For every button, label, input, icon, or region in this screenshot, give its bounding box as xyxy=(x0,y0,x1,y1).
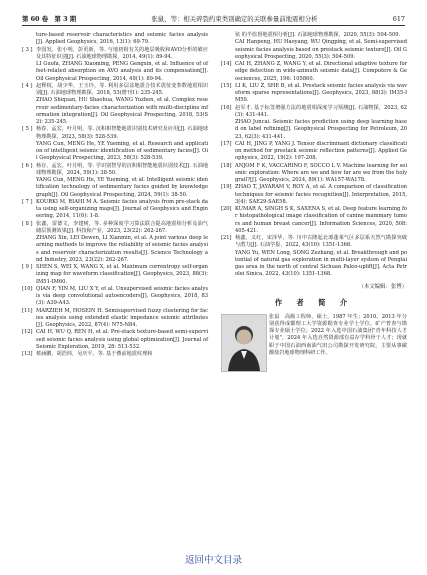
reference-text: ZHANG Xin, LEI Dewen, LI Xianmin, et al. A joint various deep learning methods to improve the reliability of seismic facies analysis and reservoir characterization results[J]. Science Technology and Industry, 2023, 23(22): 262-267. xyxy=(36,235,208,263)
reference-entry xyxy=(22,235,208,264)
reference-entry xyxy=(221,141,407,163)
reference-entry xyxy=(22,47,208,62)
reference-number: [14] xyxy=(221,61,232,67)
reference-number: [ 7 ] xyxy=(22,198,33,205)
journal-volume: 第 60 卷 第 3 期 xyxy=(22,15,77,23)
reference-text: KUMAR A, SINGH S K, SAXENA S, et al. Deep feature learning for histopathological image classification of canine mammary tumors and human breast cancer[J]. Information Sciences, 2020, 508: 405-421. xyxy=(235,206,407,234)
reference-entry xyxy=(221,119,407,141)
page-number: 617 xyxy=(392,15,405,23)
reference-text: 赵军才. 基于标签增强方法的地震相深度学习预测[J]. 石油物探，2023, 62(3): 431-441. xyxy=(235,104,407,118)
reference-entry xyxy=(221,83,407,105)
running-title: 张鼠，等：相关碎裂约束类别确定的关联参量前地震相分析 xyxy=(151,15,318,23)
reference-text: ANJOM F K, VACCARINO F, SOCCO L V. Machine learning for seismic exploration: Where are we and how far are we from the holy grail?[J]. Geophysics, 2024, 89(1): WA157-WA178. xyxy=(235,162,407,183)
right-column xyxy=(221,32,407,424)
reference-text: ture-based reservoir characteristics and seismic facies analysis[J]. Applied Geophysics, 2016, 13(1): 69-79. xyxy=(36,32,208,46)
reference-text: YANG Cun, MENG He, YE Yueming, et al. Research and application of intelligent seismic identification of sedimentary facies[J]. Oil Geophysical Prospecting, 2023, 58(3): 528-539. xyxy=(36,140,208,162)
reference-number: [20] xyxy=(221,206,232,212)
back-to-toc-link[interactable]: 返回中文目录 xyxy=(184,555,242,566)
body-columns xyxy=(22,32,407,542)
reference-number: [10] xyxy=(22,285,33,292)
editor-note: （本文编辑：张博） xyxy=(358,283,407,290)
right-reference-list xyxy=(221,32,407,279)
reference-text: 赵释权，胡少华，王玉玲，等. 利用多层盆地震合技术震征变参数地震相识别[J]. 石油地球物理勘探，2018, 53(增刊1): 235-245. xyxy=(36,82,208,96)
reference-text: LI K, LIU Z, SHE B, et al. Prestack seismic facies analysis via waveform sparse representations[J]. Geophysics, 2023, 88(3): IM35-IM50. xyxy=(235,82,407,104)
reference-entry xyxy=(221,184,407,206)
reference-text: 杨存，孟宏，叶月明，等. 学识别智导的沉积相智能地震识别技术[J]. 石油地球物理勘探，2024, 59(1): 38-50. xyxy=(36,162,208,176)
reference-number: [13] xyxy=(22,351,33,357)
reference-text: QIAN F, YIN M, LIU X Y, et al. Unsupervised seismic facies analysis via deep convolutional autoencoders[J]. Geophysics, 2018, 83(3): A39-A43. xyxy=(36,285,208,307)
reference-text: ZHAO Shiquan, HU Shaohua, WANG Yuzhen, et al. Complex reservoir sedimentary-facies characterization with multi-discipline information integration[J]. Oil Geophysical Prospecting, 2018, 53(S2): 235-245. xyxy=(36,97,208,125)
reference-number: [ 8 ] xyxy=(22,220,33,227)
reference-text: YANG Cun, MENG He, YE Yueming, et al. Intelligent seismic identification technology of sedimentary facies guided by knowledge graph[J]. Oil Geophysical Prospecting, 2024, 59(1): 38-50. xyxy=(36,177,208,198)
reference-number: [18] xyxy=(221,162,232,169)
reference-entry xyxy=(22,126,208,141)
reference-entry xyxy=(221,39,407,61)
reference-entry xyxy=(22,308,208,330)
reference-number: [ 4 ] xyxy=(22,82,33,89)
reference-number: [17] xyxy=(221,140,232,147)
reference-text: YANG Yu, WEN Long, SONG Zezhang, et al. Breakthrough and potential of natural gas exploration in multi-layer system of Penglai gas area in the north of central Sichuan Paleo-uplift[J]. Acta Petrolei Sinica, 2022, 43(10): 1351-1368. xyxy=(235,249,407,278)
reference-entry xyxy=(22,83,208,98)
reference-number: [ 9 ] xyxy=(22,264,33,270)
reference-number: [15] xyxy=(221,82,232,89)
reference-entry xyxy=(22,177,208,199)
reference-text: 李国发，张小明，彭更新，等. 与地初相有关的地层吸收和AVO分析的敏应及其特征识别[J]. 石油地球物理勘探，2014, 49(1): 89-94. xyxy=(36,46,208,60)
reference-number: [11] xyxy=(22,307,33,314)
reference-text: MARZIEH M, HOSEIN H. Semisupervised fuzzy clustering for facies analysis using extended elastic impedance seismic attributes[J]. Geophysics, 2022, 87(4): N75-N84. xyxy=(36,307,208,328)
reference-text: CAI H, ZHANG Z, WANG Y, et al. Directional adaptive texture for edge detection in wide-azimuth seismic data[J]. Computers & Geosciences, 2025, 196: 105860. xyxy=(235,61,407,82)
reference-text: 杨春，孟宏，叶月明，等. 沉积相智能地震识别技术研究及应用[J]. 石油地球物理勘探，2023, 58(3): 528-539. xyxy=(36,126,208,140)
reference-entry xyxy=(22,163,208,178)
running-header xyxy=(22,12,405,26)
reference-entry xyxy=(22,264,208,286)
reference-entry xyxy=(221,163,407,185)
reference-text: KOURKI M, RIAHI M A. Seismic facies analysis from pre-stack data using self-organizing maps[J]. Journal of Geophysics and Engineering, 2014, 11(6): 1-8. xyxy=(36,198,208,220)
author-photo xyxy=(221,314,267,372)
reference-entry xyxy=(221,206,407,235)
reference-entry xyxy=(22,141,208,163)
reference-text: 杨鑫，义红，宋泽华，等. 川中古隆起北部蓬莱气区多层系天然气勘探突破与潜力[J]. 石油学报，2022, 43(10): 1351-1368. xyxy=(235,235,407,249)
reference-entry xyxy=(22,329,208,351)
reference-entry xyxy=(22,97,208,126)
reference-text: CAI Hanpeng, HU Haoyang, WU Qingping, et al. Semi-supervised seismic facies analysis based on prestack seismic texture[J]. Oil Geophysical Prospecting, 2020, 55(3): 504-509. xyxy=(235,39,407,60)
left-column xyxy=(22,32,208,358)
reference-number: [ 6 ] xyxy=(22,162,33,169)
reference-entry xyxy=(221,250,407,279)
reference-number: [12] xyxy=(22,329,33,336)
author-section-title: 作 者 简 介 xyxy=(274,297,354,307)
reference-text: 弦 的半监督地震相分析[J]. 石油地球物理勘探，2020, 55(3): 504-509. xyxy=(235,32,401,38)
author-bio: 张鼠 高级工程师，硕士，1987 年生；2010、2013 年分别获得成都理工大学资源勘查专业学士学位、矿产普查与勘探专业硕士学位；2022 年入选中国石油集团"青年科技人才计划"，2024 年入选自然资源部有益存学科骨干人才；现就职于中国石油西南油气田公司勘探开发研究院，主要从事碳酸盐岩地球物理科研工作。 xyxy=(269,313,407,356)
reference-entry xyxy=(221,235,407,250)
reference-number: [21] xyxy=(221,235,232,241)
reference-entry xyxy=(22,32,208,47)
reference-text: SHEN S, WEI X, WANG X, et al. Maximum correntropy self-organizing map for waveform classification[J]. Geophysics, 2023, 88(3): IM51-IM60. xyxy=(36,264,208,285)
reference-text: CAI H, WU Q, REN H, et al. Pre-stack texture-based semi-supervised seismic facies analysis using global optimization[J]. Journal of Seismic Exploration, 2019, 28: 513-532. xyxy=(36,329,208,350)
reference-entry xyxy=(22,199,208,221)
portrait-icon xyxy=(222,315,266,371)
reference-entry xyxy=(22,351,208,358)
reference-entry xyxy=(22,286,208,308)
reference-number: [19] xyxy=(221,184,232,191)
reference-text: LI Guofa, ZHANG Xiaoming, PENG Gengxin, et al. Influence of offset-related absorption on AVO analysis and its compensation[J]. Oil Geophysical Prospecting, 2014, 49(1): 89-94. xyxy=(36,61,208,82)
author-box xyxy=(221,314,407,424)
reference-text: ZHAO Juncai. Seismic facies prediction using deep learning based on label refining[J]. Geophysical Prospecting for Petroleum, 2023, 62(3): 431-441. xyxy=(235,119,407,140)
reference-entry xyxy=(221,61,407,83)
reference-entry xyxy=(22,61,208,83)
reference-entry xyxy=(221,32,407,39)
reference-entry xyxy=(22,221,208,236)
reference-number: [ 5 ] xyxy=(22,126,33,133)
reference-number: [16] xyxy=(221,104,232,111)
reference-text: CAI H, JING P, YANG J. Tensor discriminant dictionary classification method for prestack seismic reflection patterns[J]. Applied Geophysics, 2022, 19(2): 197-208. xyxy=(235,140,407,162)
reference-text: 张鑫，雷德文，李建树，等. 多种深度学习算法联合提高地震相分析及油气储层预测效果[J]. 科技和产业，2023, 23(22): 262-267. xyxy=(36,220,208,234)
reference-entry xyxy=(221,105,407,120)
reference-text: 蔡涵鹏，胡浩炜，吴庆平，等. 基于叠前地震纹理和 xyxy=(36,351,153,357)
reference-text: ZHAO T, JAYARAM V, ROY A, et al. A comparison of classification techniques for seismic facies recognition[J]. Interpretation, 2015, 3(4): SAE29-SAE58. xyxy=(235,184,407,205)
reference-number: [ 3 ] xyxy=(22,46,33,53)
